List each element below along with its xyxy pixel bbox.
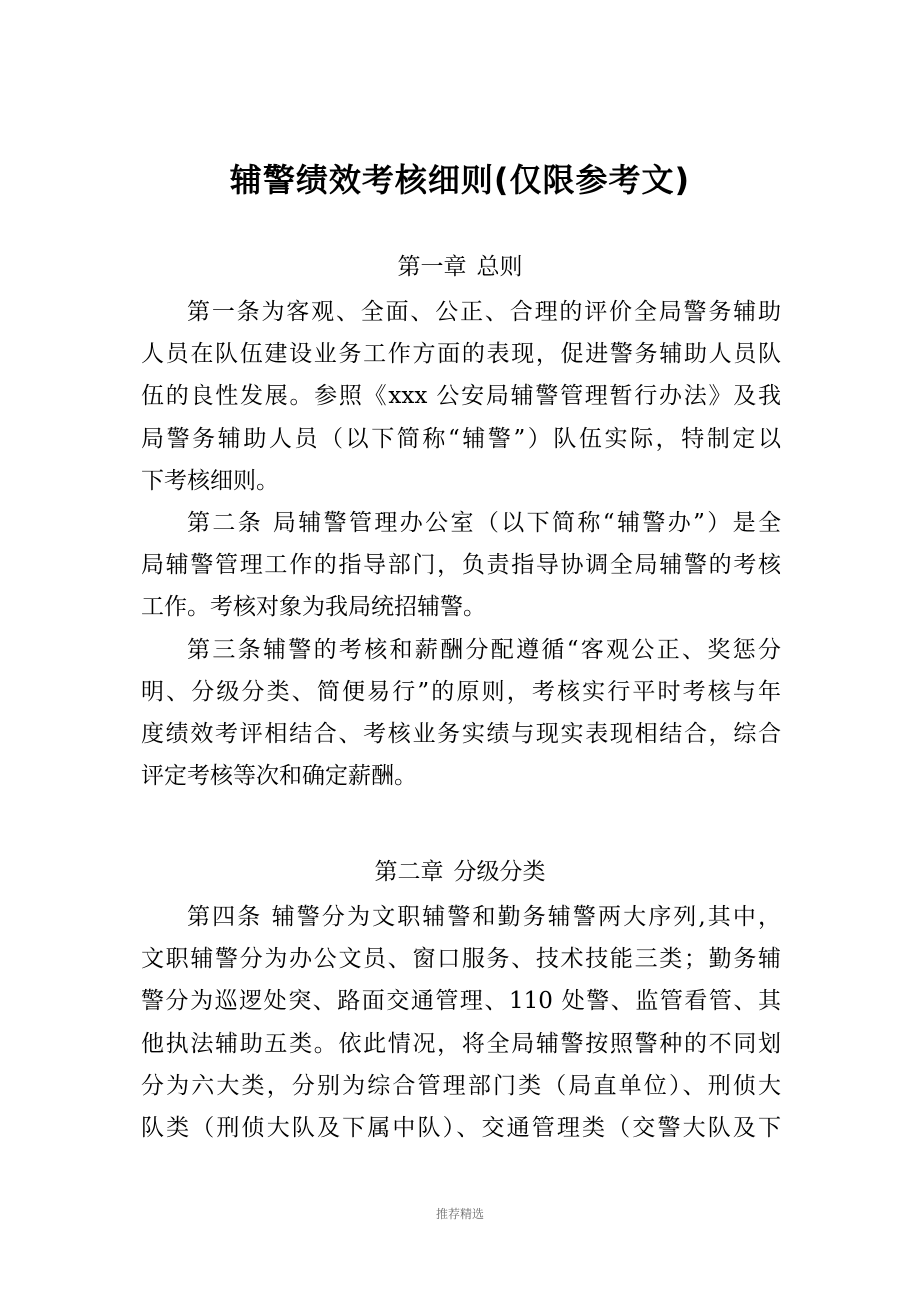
- text-line: 第二条 局辅警管理办公室（以下简称“辅警办”）是全: [187, 509, 781, 536]
- chapter-number: 第二章: [374, 859, 444, 885]
- chapter-heading-1: [0, 247, 920, 287]
- text-line: 下考核细则。: [141, 467, 279, 494]
- text-line: 警分为巡逻处突、路面交通管理、110 处警、监管看管、其: [141, 988, 781, 1015]
- text-line: 伍的良性发展。参照《xxx 公安局辅警管理暂行办法》及我: [141, 383, 781, 410]
- chapter-2-body: [141, 896, 781, 1149]
- chapter-heading-2: [0, 852, 920, 892]
- text-line: 他执法辅助五类。依此情况，将全局辅警按照警种的不同划: [141, 1030, 781, 1057]
- text-line: 文职辅警分为办公文员、窗口服务、技术技能三类；勤务辅: [141, 946, 781, 973]
- text-line: 评定考核等次和确定薪酬。: [141, 763, 417, 790]
- text-line: 局辅警管理工作的指导部门，负责指导协调全局辅警的考核: [141, 552, 781, 579]
- chapter-name: 分级分类: [453, 859, 546, 885]
- text-line: 明、分级分类、简便易行”的原则，考核实行平时考核与年: [141, 678, 781, 705]
- text-line: 度绩效考评相结合、考核业务实绩与现实表现相结合，综合: [141, 720, 781, 747]
- text-line: 分为六大类，分别为综合管理部门类（局直单位）、刑侦大: [141, 1072, 781, 1099]
- document-title: 辅警绩效考核细则(仅限参考文): [229, 161, 691, 199]
- chapter-number: 第一章: [397, 254, 467, 280]
- chapter-1-body: [141, 291, 781, 797]
- text-line: 第四条 辅警分为文职辅警和勤务辅警两大序列,其中，: [187, 904, 781, 930]
- text-line: 人员在队伍建设业务工作方面的表现，促进警务辅助人员队: [141, 341, 781, 368]
- text-line: 第三条辅警的考核和薪酬分配遵循“客观公正、奖惩分: [187, 636, 781, 663]
- text-line: 局警务辅助人员（以下简称“辅警”）队伍实际，特制定以: [141, 425, 781, 452]
- text-line: 第一条为客观、全面、公正、合理的评价全局警务辅助: [187, 299, 781, 325]
- text-line: 工作。考核对象为我局统招辅警。: [141, 594, 486, 621]
- text-line: 队类（刑侦大队及下属中队）、交通管理类（交警大队及下: [141, 1114, 781, 1141]
- page-footer: 推荐精选: [435, 1207, 484, 1221]
- chapter-name: 总则: [476, 254, 523, 280]
